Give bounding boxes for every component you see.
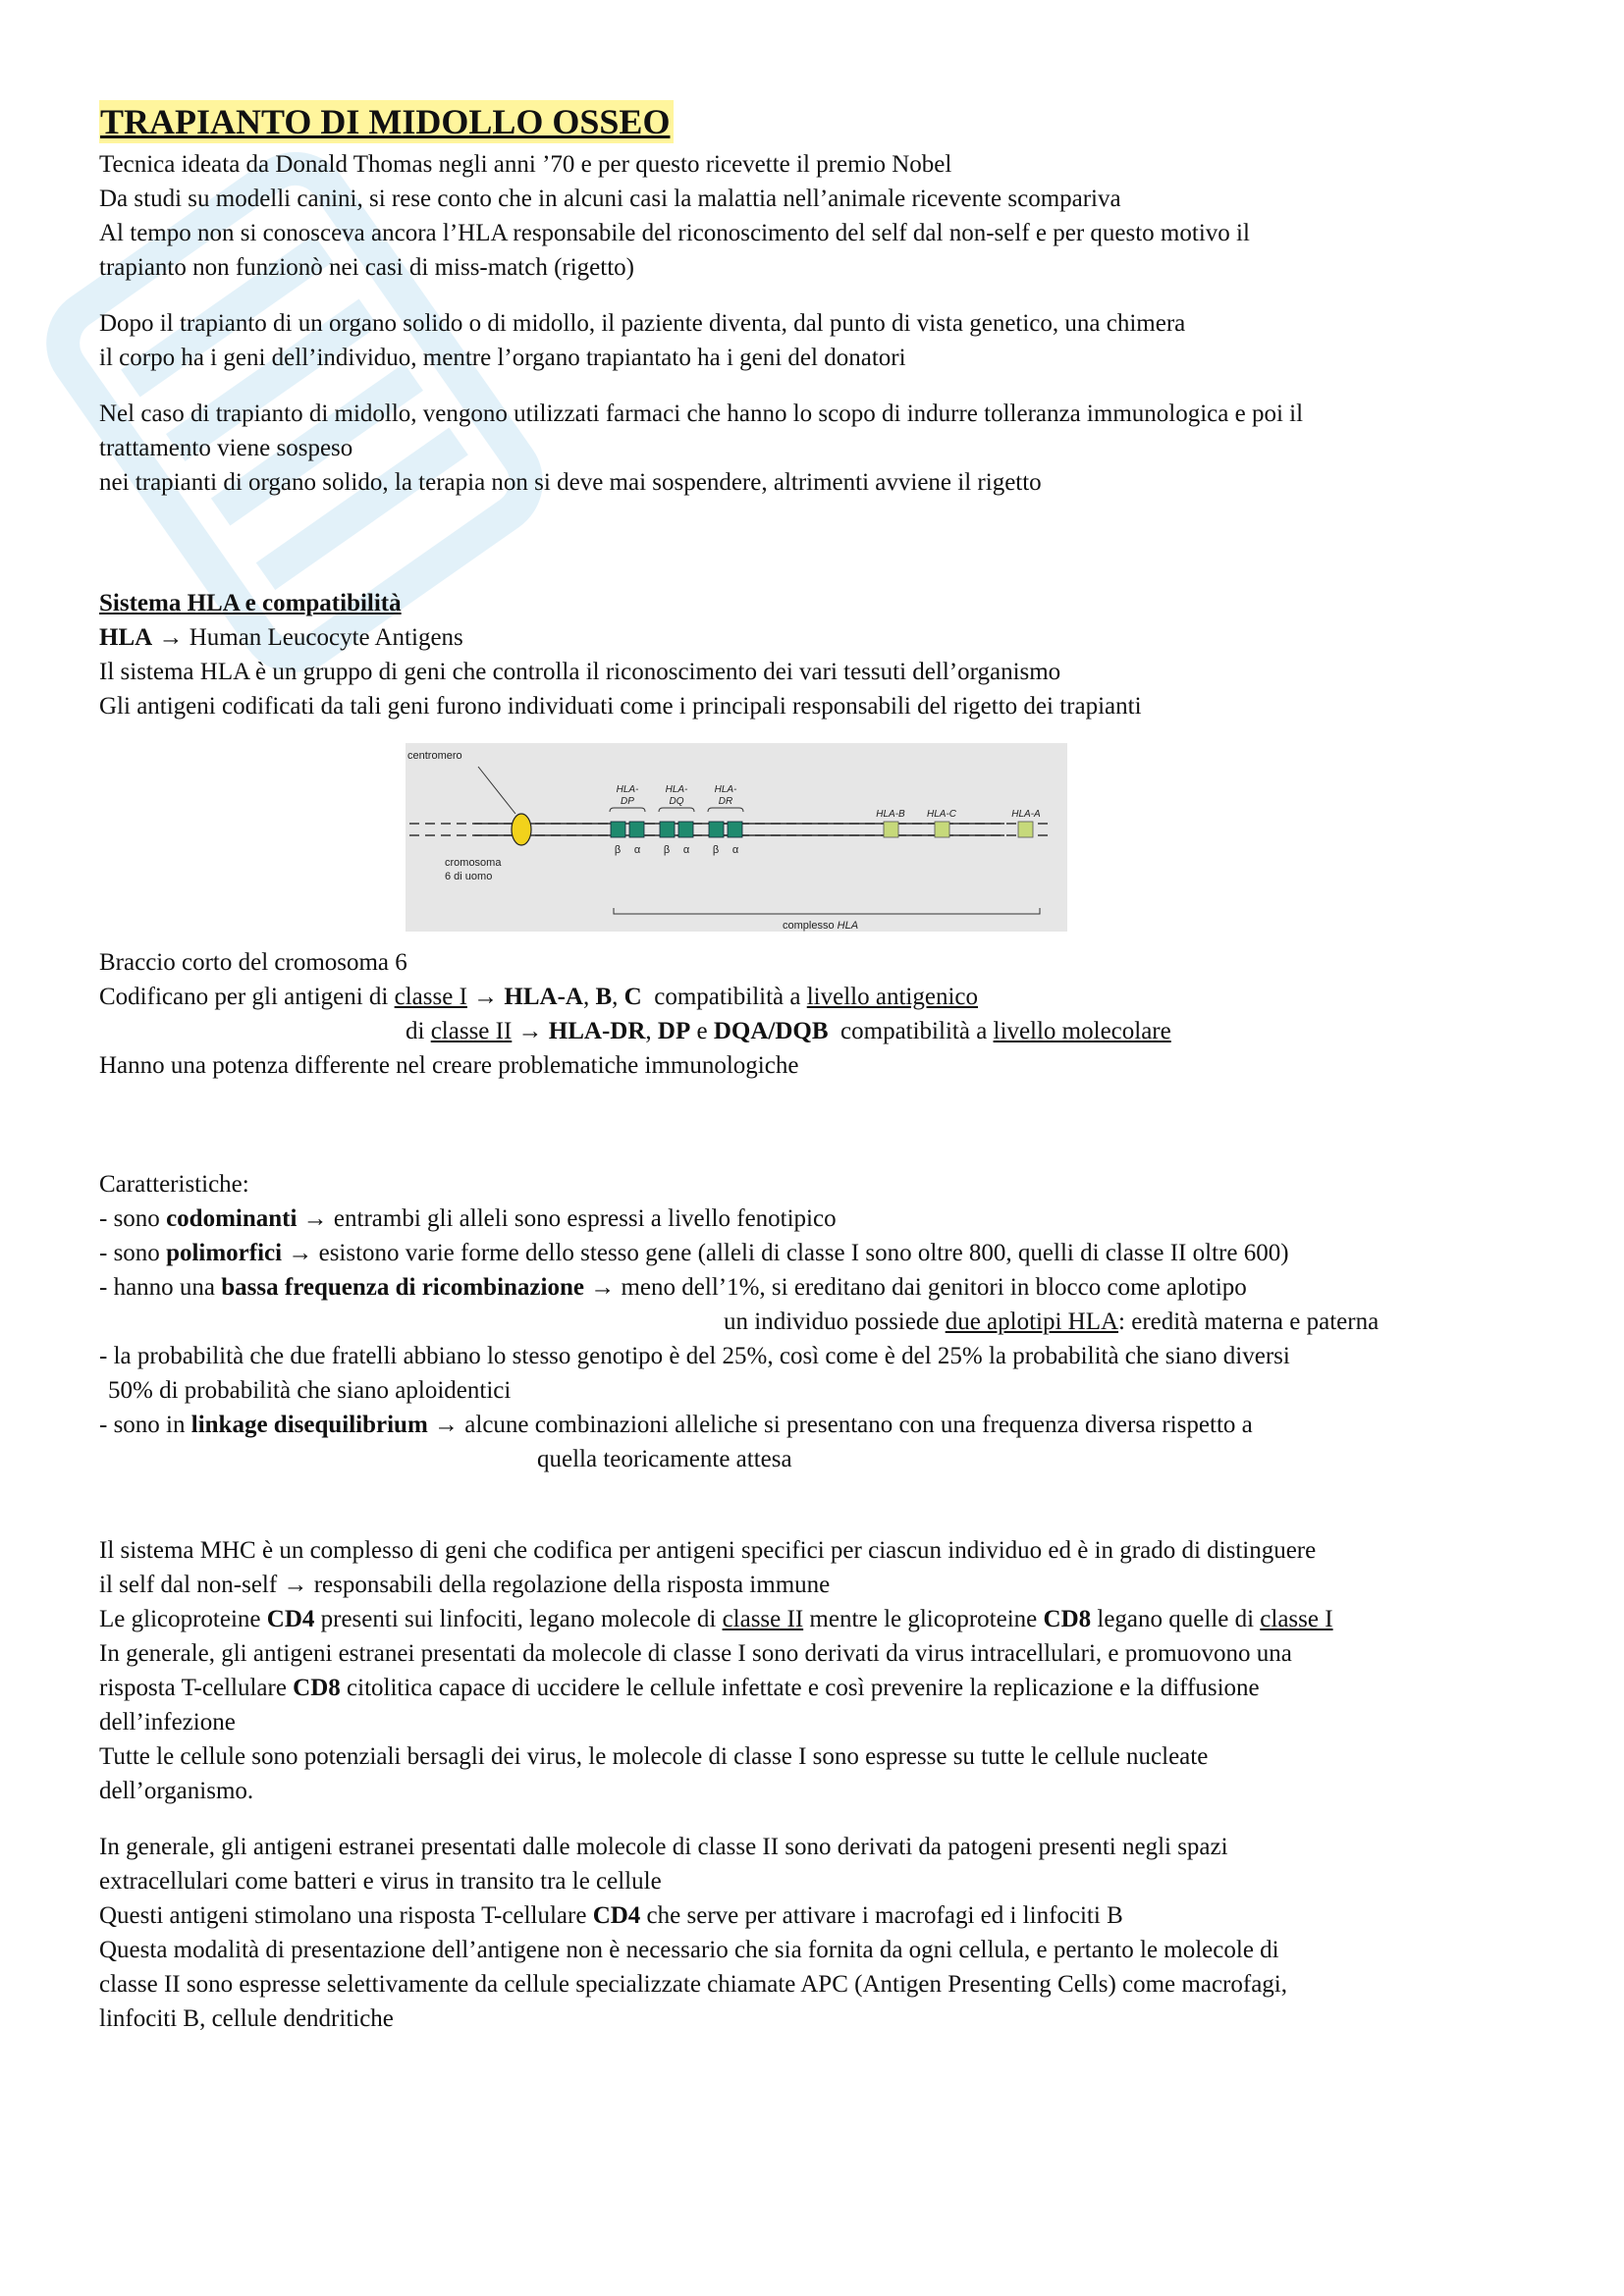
subunit-label-6: α (731, 844, 739, 856)
gene-label-dp-1: HLA- (616, 784, 639, 795)
feature-polymorphic (99, 1236, 1543, 1270)
classes-line-1: Braccio corto del cromosoma 6 (99, 949, 407, 976)
class2-compat: compatibilità a (828, 1018, 994, 1044)
class2-level: livello molecolare (993, 1018, 1171, 1044)
class1-level: livello antigenico (806, 984, 978, 1010)
class1-prefix: Codificano per gli antigeni di (99, 984, 395, 1010)
class2-gene-b: DP (657, 1018, 691, 1044)
gene-label-dq-1: HLA- (665, 784, 688, 795)
hla-definition-text: Human Leucocyte Antigens (189, 624, 463, 651)
tolerance-line-2: trattamento viene sospeso (99, 435, 353, 461)
class2-sep-2: e (690, 1018, 714, 1044)
chromosome-label-1: cromosoma (445, 857, 502, 869)
feature-2-term: polimorfici (166, 1240, 283, 1266)
class1-sep-2: , (612, 984, 624, 1010)
feature-codominant (99, 1201, 1543, 1236)
class2-gene-c: DQA/DQB (713, 1018, 829, 1044)
mhc-3e: mentre le glicoproteine (803, 1606, 1044, 1632)
arrow-icon: → (512, 1018, 549, 1044)
mhc-line-8: dell’organismo. (99, 1778, 254, 1804)
gene-label-dq-2: DQ (669, 796, 684, 807)
feature-3b-text: : eredità materna e paterna (1118, 1308, 1380, 1335)
gene-box-hla-c (935, 822, 949, 837)
classes-line-class2 (99, 1014, 1543, 1048)
subunit-label-5: β (712, 844, 720, 856)
feature-siblings-2: 50% di probabilità che siano aploidentici (108, 1377, 512, 1404)
feature-5-term: linkage disequilibrium (190, 1412, 428, 1438)
complex-label-italic: HLA (837, 920, 859, 932)
class2-para-line-1: In generale, gli antigeni estranei presentati dalle molecole di classe II sono derivati da patogeni presenti negli spazi (99, 1834, 1228, 1860)
gene-label-dr-2: DR (718, 796, 733, 807)
feature-3-term: bassa frequenza di ricombinazione (221, 1274, 584, 1301)
class1-gene-c: C (623, 984, 642, 1010)
class2-para-line-4: Questa modalità di presentazione dell’antigene non è necessario che sia fornita da ogni cellula, e pertanto le molecole di (99, 1937, 1279, 1963)
class2-para-line-3 (99, 1898, 1543, 1933)
class2-para-3a: Questi antigeni stimolano una risposta T-cellulare (99, 1902, 593, 1929)
mhc-line-4: In generale, gli antigeni estranei presentati da molecole di classe I sono derivati da virus intracellulari, e promuovono una (99, 1640, 1292, 1667)
gene-box-dq-beta (660, 822, 675, 837)
tolerance-line-1: Nel caso di trapianto di midollo, vengono utilizzati farmaci che hanno lo scopo di indurre tolleranza immunologica e poi il (99, 400, 1304, 427)
chimera-line-1: Dopo il trapianto di un organo solido o di midollo, il paziente diventa, dal punto di vista genetico, una chimera (99, 310, 1186, 337)
tolerance-line-3: nei trapianti di organo solido, la terapia non si deve mai sospendere, altrimenti avviene il rigetto (99, 469, 1042, 496)
class2-para-line-6: linfociti B, cellule dendritiche (99, 2005, 394, 2032)
gene-label-hla-c: HLA-C (926, 809, 957, 820)
arrow-icon: → (158, 624, 184, 651)
complex-label (783, 920, 858, 932)
gene-label-hla-b: HLA-B (876, 809, 905, 820)
gene-box-dp-beta (611, 822, 625, 837)
features-heading: Caratteristiche: (99, 1171, 249, 1198)
class2-para-line-5: classe II sono espresse selettivamente da cellule specializzate chiamate APC (Antigen Presenting Cells) come macrofagi, (99, 1971, 1287, 1998)
class1-gene-a: HLA-A (504, 984, 583, 1010)
mhc-3g: legano quelle di (1091, 1606, 1261, 1632)
class2-sep-1: , (645, 1018, 658, 1044)
mhc-class2: classe II (722, 1606, 804, 1632)
feature-linkage (99, 1408, 1543, 1442)
mhc-line-1: Il sistema MHC è un complesso di geni che codifica per antigeni specifici per ciascun individuo ed è in grado di distinguere (99, 1537, 1317, 1564)
gene-label-dr-1: HLA- (714, 784, 737, 795)
mhc-line-7: Tutte le cellule sono potenziali bersagli dei virus, le molecole di classe I sono espresse su tutte le cellule nucleate (99, 1743, 1209, 1770)
feature-5-text: → alcune combinazioni alleliche si presentano con una frequenza diversa rispetto a (427, 1412, 1253, 1438)
intro-line-1: Tecnica ideata da Donald Thomas negli anni ’70 e per questo ricevette il premio Nobel (99, 151, 952, 178)
centromere-label: centromero (407, 750, 462, 762)
feature-1-term: codominanti (166, 1205, 298, 1232)
mhc-5a: risposta T-cellulare (99, 1675, 294, 1701)
hla-definition (99, 620, 1543, 655)
feature-3b-prefix: un individuo possiede (724, 1308, 946, 1335)
class1-gene-b: B (595, 984, 613, 1010)
centromere-shape (512, 814, 531, 845)
feature-siblings: - la probabilità che due fratelli abbiano lo stesso genotipo è del 25%, così come è del 25% la probabilità che siano diversi (99, 1343, 1290, 1369)
arrow-icon: → (466, 984, 505, 1010)
mhc-class1: classe I (1260, 1606, 1333, 1632)
feature-3-prefix: - hanno una (99, 1274, 222, 1301)
feature-5-prefix: - sono in (99, 1412, 191, 1438)
feature-1-text: → entrambi gli alleli sono espressi a livello fenotipico (297, 1205, 837, 1232)
class2-term: classe II (430, 1018, 513, 1044)
feature-recombination (99, 1270, 1543, 1305)
class2-para-cd4: CD4 (592, 1902, 641, 1929)
class2-gene-a: HLA-DR (548, 1018, 646, 1044)
subunit-label-2: α (633, 844, 641, 856)
mhc-line-6: dell’infezione (99, 1709, 236, 1735)
feature-2-prefix: - sono (99, 1240, 167, 1266)
document-page (99, 94, 1543, 2036)
chromosome-label-2: 6 di uomo (445, 871, 493, 882)
feature-3b-term: due aplotipi HLA (945, 1308, 1119, 1335)
gene-box-hla-b (884, 822, 898, 837)
intro-line-3: Al tempo non si conosceva ancora l’HLA responsabile del riconoscimento del self dal non-self e per questo motivo il (99, 220, 1250, 246)
class1-term: classe I (394, 984, 467, 1010)
class2-para-3c: che serve per attivare i macrofagi ed i linfociti B (640, 1902, 1123, 1929)
mhc-cd8: CD8 (1043, 1606, 1092, 1632)
class1-sep-1: , (582, 984, 596, 1010)
class2-para-line-2: extracellulari come batteri e virus in transito tra le cellule (99, 1868, 662, 1895)
mhc-3a: Le glicoproteine (99, 1606, 267, 1632)
hla-line-1: Il sistema HLA è un gruppo di geni che controlla il riconoscimento dei vari tessuti dell’organismo (99, 659, 1061, 685)
subunit-label-4: α (682, 844, 690, 856)
hla-term: HLA (99, 624, 153, 651)
intro-line-2: Da studi su modelli canini, si rese conto che in alcuni casi la malattia nell’animale ricevente scompariva (99, 186, 1121, 212)
gene-label-dp-2: DP (621, 796, 634, 807)
chimera-line-2: il corpo ha i geni dell’individuo, mentre l’organo trapiantato ha i geni del donatori (99, 345, 906, 371)
mhc-line-3 (99, 1602, 1543, 1636)
mhc-line-5 (99, 1671, 1543, 1705)
feature-3-text: → meno dell’1%, si ereditano dai genitori in blocco come aplotipo (583, 1274, 1247, 1301)
subunit-label-1: β (614, 844, 622, 856)
feature-haplotypes (99, 1305, 1543, 1339)
gene-box-dr-alpha (728, 822, 742, 837)
mhc-5-cd8: CD8 (293, 1675, 341, 1701)
gene-box-dp-alpha (629, 822, 644, 837)
hla-line-2: Gli antigeni codificati da tali geni furono individuati come i principali responsabili del rigetto dei trapianti (99, 693, 1142, 720)
mhc-line-2: il self dal non-self → responsabili della regolazione della risposta immune (99, 1572, 831, 1598)
class2-prefix: di (406, 1018, 431, 1044)
document-title: TRAPIANTO DI MIDOLLO OSSEO (99, 100, 674, 143)
complex-label-text: complesso (783, 920, 838, 932)
mhc-3c: presenti sui linfociti, legano molecole di (314, 1606, 723, 1632)
gene-label-hla-a: HLA-A (1011, 809, 1041, 820)
classes-line-class1 (99, 980, 1543, 1014)
feature-1-prefix: - sono (99, 1205, 167, 1232)
subunit-label-3: β (663, 844, 671, 856)
gene-box-dr-beta (709, 822, 724, 837)
classes-line-4: Hanno una potenza differente nel creare problematiche immunologiche (99, 1052, 799, 1079)
intro-line-4: trapianto non funzionò nei casi di miss-match (rigetto) (99, 254, 634, 281)
hla-section-heading: Sistema HLA e compatibilità (99, 590, 402, 616)
hla-chromosome-figure (406, 743, 1067, 932)
mhc-cd4: CD4 (266, 1606, 315, 1632)
gene-box-hla-a (1018, 822, 1033, 837)
feature-linkage-2: quella teoricamente attesa (537, 1446, 792, 1472)
feature-2-text: → esistono varie forme dello stesso gene (alleli di classe I sono oltre 800, quelli di classe II oltre 600) (282, 1240, 1289, 1266)
class1-compat: compatibilità a (641, 984, 807, 1010)
gene-box-dq-alpha (678, 822, 693, 837)
mhc-5c: citolitica capace di uccidere le cellule infettate e così prevenire la replicazione e la diffusione (340, 1675, 1260, 1701)
